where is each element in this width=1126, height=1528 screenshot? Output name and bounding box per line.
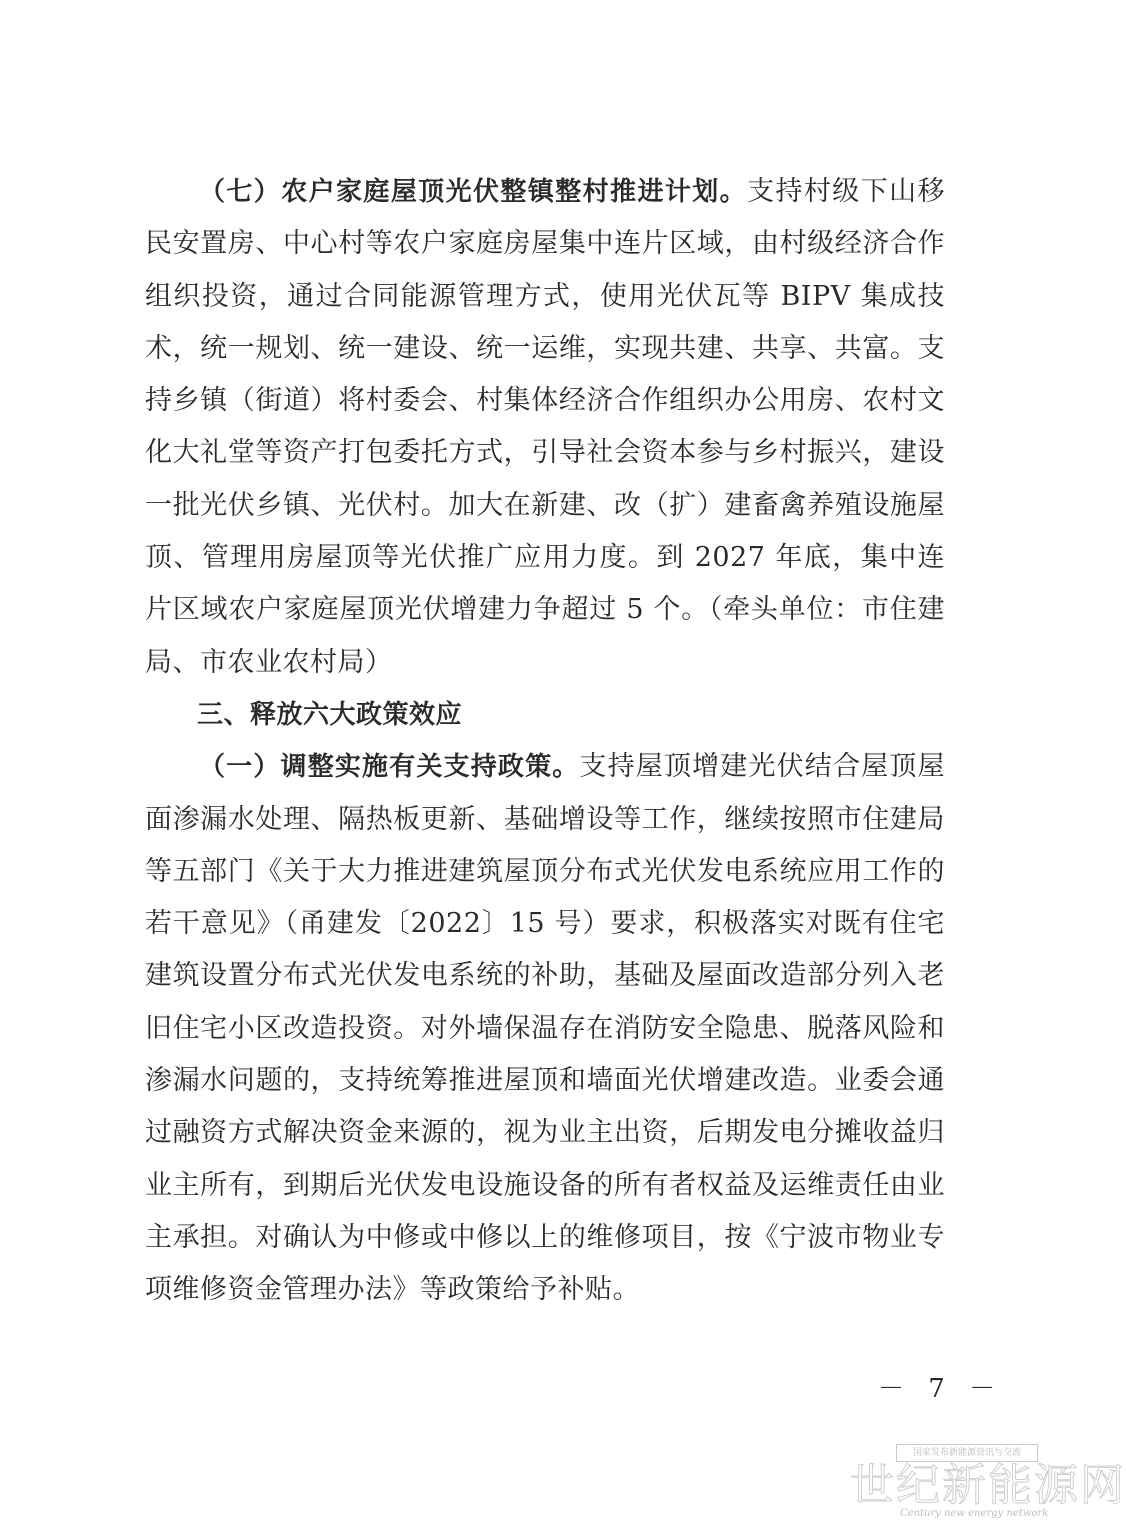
watermark-logo-text: 世纪新能源网 <box>850 1460 1126 1511</box>
page-number: － 7 － <box>878 1374 1004 1404</box>
paragraph-7-lead: （七）农户家庭屋顶光伏整镇整村推进计划。 <box>199 177 748 207</box>
watermark-subtitle: Century new energy network <box>900 1508 1049 1519</box>
paragraph-7 <box>145 166 945 689</box>
document-body <box>145 166 945 1317</box>
paragraph-1-lead: （一）调整实施有关支持政策。 <box>199 752 580 783</box>
section-heading: 三、释放六大政策效应 <box>197 699 463 730</box>
watermark-tagline: 国家发布新能源资讯与交流 <box>896 1444 1038 1462</box>
paragraph-1 <box>145 741 945 1316</box>
paragraph-7-text: 支持村级下山移民安置房、中心村等农户家庭房屋集中连片区域，由村级经济合作组织投资，通过合同能源管理方式，使用光伏瓦等 BIPV 集成技术，统一规划、统一建设、统一运维，实现共建、共享、共富。支持乡镇（街道）将村委会、村集体经济合作组织办公用房、农村文化大礼堂等资产打包委托方式，引导社会资本参与乡村振兴，建设一批光伏乡镇、光伏村。加大在新建、改（扩）建畜禽养殖设施屋顶、管理用房屋顶等光伏推广应用力度。到 2027 年底，集中连片区域农户家庭屋顶光伏增建力争超过 5 个。（牵头单位：市住建局、市农业农村局） <box>145 176 945 678</box>
paragraph-1-text: 支持屋顶增建光伏结合屋顶屋面渗漏水处理、隔热板更新、基础增设等工作，继续按照市住建局等五部门《关于大力推进建筑屋顶分布式光伏发电系统应用工作的若干意见》（甬建发〔2022〕15 号）要求，积极落实对既有住宅建筑设置分布式光伏发电系统的补助，基础及屋面改造部分列入老旧住宅小区改造投资。对外墙保温存在消防安全隐患、脱落风险和渗漏水问题的，支持统筹推进屋顶和墙面光伏增建改造。业委会通过融资方式解决资金来源的，视为业主出资，后期发电分摊收益归业主所有，到期后光伏发电设施设备的所有者权益及运维责任由业主承担。对确认为中修或中修以上的维修项目，按《宁波市物业专项维修资金管理办法》等政策给予补贴。 <box>145 751 945 1306</box>
